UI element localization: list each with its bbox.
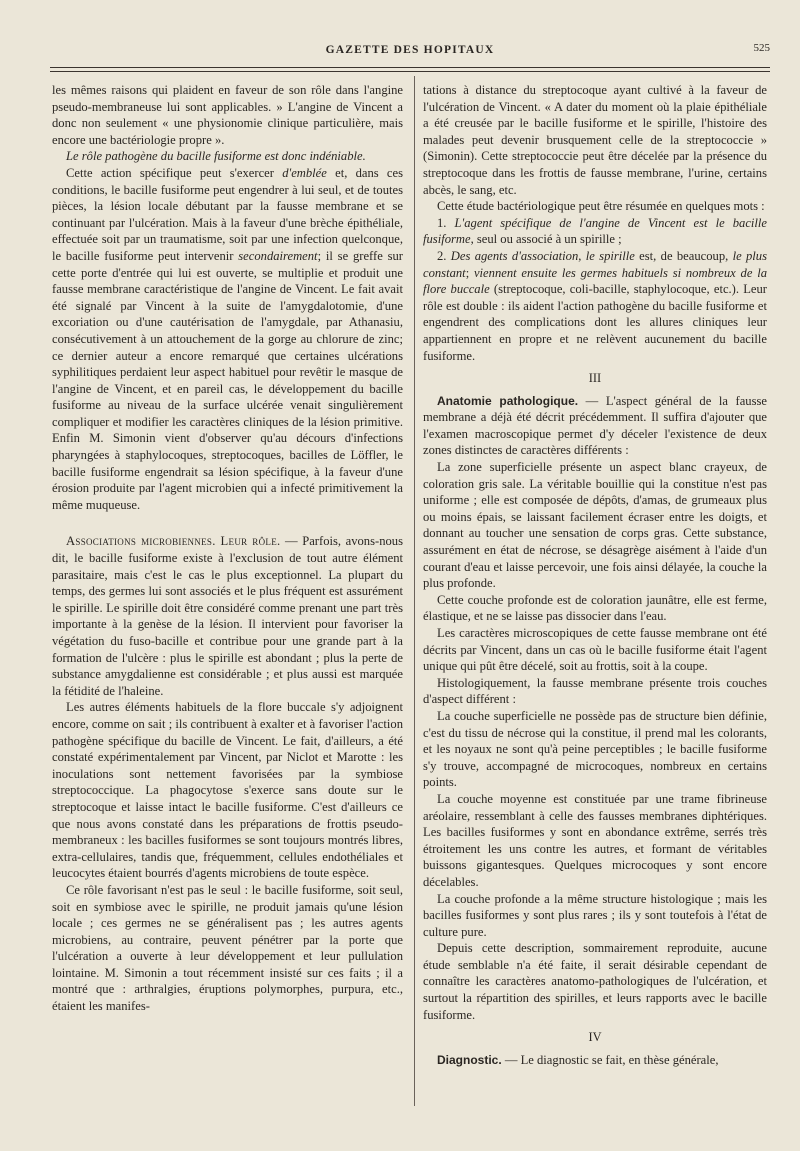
header-rule-thick xyxy=(50,67,770,68)
paragraph: Cette couche profonde est de coloration jaunâtre, elle est ferme, élastique, et ne se laisse pas dissocier dans l'eau. xyxy=(423,592,767,624)
italic-text: Des agents d'association xyxy=(450,248,579,263)
paragraph: tations à distance du streptocoque ayant cultivé à la faveur de l'ulcération de Vincent. « A dater du moment où la plaie épithéliale a été creusée par le bacille fusiforme et le spirille, l'histoire des malades peut devenir brusquement celle de la streptococcie » (Simonin). Cette streptococcie peut être décelée par la présence du streptocoque dans les frottis de fausse membrane, l'urine, certains abcès, le sang, etc. xyxy=(423,83,767,197)
italic-text: viennent ensuite les germes habituels si nombreux de la flore buccale xyxy=(423,265,767,297)
run-in-heading: Associations microbiennes. Leur rôle. xyxy=(66,534,281,549)
text-run: — Parfois, avons-nous dit, le bacille fusiforme existe à l'exclusion de tout autre élément parasitaire, mais c'est le cas le plus exceptionnel. La plupart du temps, des germes lui sont associés et le plus fréquent est assurément le spirille. Le spirille doit être considéré comme prenant une part très importante à la genèse de la lésion. Il intervient pour favoriser la végétation du fuso-bacille et contribue pour une grande part à la formation de l'ulcère : plus le spirille est abondant ; plus la perte de substance amygdalienne est considérable ; et plus aussi est marquée la fétidité de l'haleine. xyxy=(52,534,403,698)
list-item xyxy=(423,215,767,248)
right-column xyxy=(423,82,767,1068)
list-number: 2. xyxy=(437,248,451,263)
paragraph: La zone superficielle présente un aspect blanc crayeux, de coloration gris sale. La véritable bouillie qui la constitue n'est pas uniforme ; elle est composée de dépôts, d'amas, de grumeaux plus ou moins épais, se laissant facilement écraser entre les doigts, et donnant au toucher une sensation de corps gras. Cette substance, assurément en état de nécrose, se désagrège aisément à l'aide d'un courant d'eau et laisse percevoir, une fois ainsi délayée, la couche la plus profonde. xyxy=(423,460,767,591)
paragraph: Histologiquement, la fausse membrane présente trois couches d'aspect différent : xyxy=(423,675,767,707)
left-column xyxy=(52,82,403,1015)
text-run: , seul ou associé à un spirille ; xyxy=(470,232,622,247)
text-run: — Le diagnostic se fait, en thèse générale, xyxy=(501,1052,719,1067)
list-item xyxy=(423,248,767,364)
italic-text: Le rôle pathogène du bacille fusiforme est donc indéniable. xyxy=(66,149,366,164)
paragraph: les mêmes raisons qui plaident en faveur de son rôle dans l'angine pseudo-membraneuse lui sont applicables. » L'angine de Vincent a donc non seulement « une physionomie clinique particulière, mais encore une bactériologie propre ». xyxy=(52,83,403,147)
header-rule-thin xyxy=(50,71,770,72)
column-divider xyxy=(414,76,415,1106)
paragraph: Ce rôle favorisant n'est pas le seul : le bacille fusiforme, soit seul, soit en symbiose avec le spirille, ne produit jamais qu'une lésion locale ; ces germes ne se généralisent pas ; les autres agents microbiens, au contraire, peuvent pénétrer par la porte que l'ulcération a ouverte à leur développement et leur pullulation lointaine. M. Simonin a tout récemment insisté sur ces faits ; il a montré que : arthralgies, éruptions polymorphes, purpura, etc., étaient les manifes- xyxy=(52,882,403,1014)
text-run: ; il se greffe sur cette porte d'entrée qui lui est ouverte, se multiplie et produit une fausse membrane caractéristique de l'angine de Vincent. Le fait avait été signalé par Vincent à la suite de l'amygdalotomie, d'une excoriation ou d'une cautérisation de l'amygdale, par Athanasiu, consécutivement à un attouchement de la gorge au chlorure de zinc; ce dernier auteur a encore remarqué que certaines ulcérations syphilitiques perdaient leur aspect habituel pour revêtir le masque de l'angine de Vincent, et en pareil cas, le développement du bacille fusiforme au niveau de la surface ulcérée venait singulièrement compliquer et modifier les caractères cliniques de la lésion primitive. Enfin M. Simonin vient d'observer qu'au décours d'infections pharyngées à staphylocoques, streptocoques, bacilles de Löffler, le bacille fusiforme engendrait sa lésion spécifique, à la faveur d'une érosion produite par l'agent microbien qui a infecté primitivement la même muqueuse. xyxy=(52,248,403,512)
paragraph xyxy=(423,393,767,459)
text-run: — L'aspect général de la fausse membrane a déjà été décrit précédemment. Il suffira d'ajouter que l'examen macroscopique permet d'y déceler l'existence de deux zones distinctes de caractères différents : xyxy=(423,393,767,458)
paragraph: Cette étude bactériologique peut être résumée en quelques mots : xyxy=(437,199,765,214)
paragraph xyxy=(423,1052,767,1069)
spacer xyxy=(52,513,403,533)
list-number: 1. xyxy=(437,215,455,230)
paragraph: Les autres éléments habituels de la flore buccale s'y adjoignent encore, comme on sait ; ils contribuent à exalter et à favoriser l'action pathogène spécifique du bacille de Vincent. Le fait, d'ailleurs, a été constaté expérimentalement par Vincent, par Niclot et Marotte : les inoculations sont nettement favorisées par la symbiose streptococcique. La phagocytose s'exerce sans doute sur le streptocoque et laisse intact le bacille fusiforme. C'est d'ailleurs ce que nous avons constaté dans les préparations de frottis pseudo-membraneux : les bacilles fusiformes se sont toujours montrés libres, extra-cellulaires, tandis que, fréquemment, cellules endothéliales et leucocytes étaient bourrés d'agents microbiens de toute espèce. xyxy=(52,700,403,881)
italic-text: L'agent spécifique de l'angine de Vincent est le bacille fusiforme xyxy=(423,215,768,247)
italic-text: le spirille xyxy=(585,248,635,263)
paragraph xyxy=(52,165,403,513)
paragraph: Les caractères microscopiques de cette fausse membrane ont été décrits par Vincent, dans un cas où le bacille fusiforme était l'agent unique qui pût être décelé, soit au frottis, soit à la coupe. xyxy=(423,626,767,674)
run-in-heading: Diagnostic. xyxy=(437,1052,502,1067)
run-in-heading: Anatomie pathologique. xyxy=(437,393,579,408)
section-number: III xyxy=(588,371,602,386)
text-run: et, dans ces conditions, le bacille fusiforme peut engendrer à lui seul, et de toutes pièces, la lésion locale débutant par la fausse membrane et se continuant par l'ulcération. Mais à la faveur d'une brèche épithéliale, effectuée soit par un traumatisme, soit par une infection quelconque, le bacille fusiforme peut intervenir xyxy=(52,165,403,263)
text-run: Cette action spécifique peut s'exercer xyxy=(66,165,283,180)
paragraph-italic xyxy=(52,148,403,165)
italic-text: d'emblée xyxy=(282,165,327,180)
paragraph: La couche superficielle ne possède pas de structure bien définie, c'est du tissu de nécrose qui la constitue, il prend mal les colorants, et les noyaux ne sont qu'à peine perceptibles ; le bacille fusiforme s'y trouve, accompagné de microcoques, nombreux en certains points. xyxy=(423,708,767,790)
paragraph: Depuis cette description, sommairement reproduite, aucune étude semblable n'a été faite, il serait désirable cependant de connaître les caractères anatomo-pathologiques de l'ulcération, et surtout la répartition des spirilles, et leurs rapports avec le bacille fusiforme. xyxy=(423,941,767,1022)
paragraph: La couche moyenne est constituée par une trame fibrineuse aréolaire, ressemblant à celle des fausses membranes diphtériques. Les bacilles fusiformes y sont en abondance extrême, serrés très étroitement les uns contre les autres, et formant de véritables buissons gigantesques. Quelques microcoques y sont encore décelables. xyxy=(423,791,767,889)
text-run: (streptocoque, coli-bacille, staphylocoque, etc.). Leur rôle est double : ils aident l'action pathogène du bacille fusiforme et engendrent des complications dont les allures cliniques leur appartiennent en propre et ne relèvent aucunement du bacille fusiforme. xyxy=(423,282,767,363)
paragraph: La couche profonde a la même structure histologique ; mais les bacilles fusiformes y sont plus rares ; ils y sont toutefois à l'état de culture pure. xyxy=(423,891,767,939)
italic-text: le plus constant xyxy=(423,248,768,280)
page-number: 525 xyxy=(753,42,770,54)
text-run: , xyxy=(578,248,586,263)
section-number: IV xyxy=(588,1030,602,1045)
italic-text: secondairement xyxy=(238,248,318,263)
page-header xyxy=(50,44,770,64)
paragraph xyxy=(52,533,403,699)
text-run: est, de beaucoup, xyxy=(634,248,733,263)
text-run: ; xyxy=(465,265,474,280)
running-title: GAZETTE DES HOPITAUX xyxy=(325,44,495,56)
